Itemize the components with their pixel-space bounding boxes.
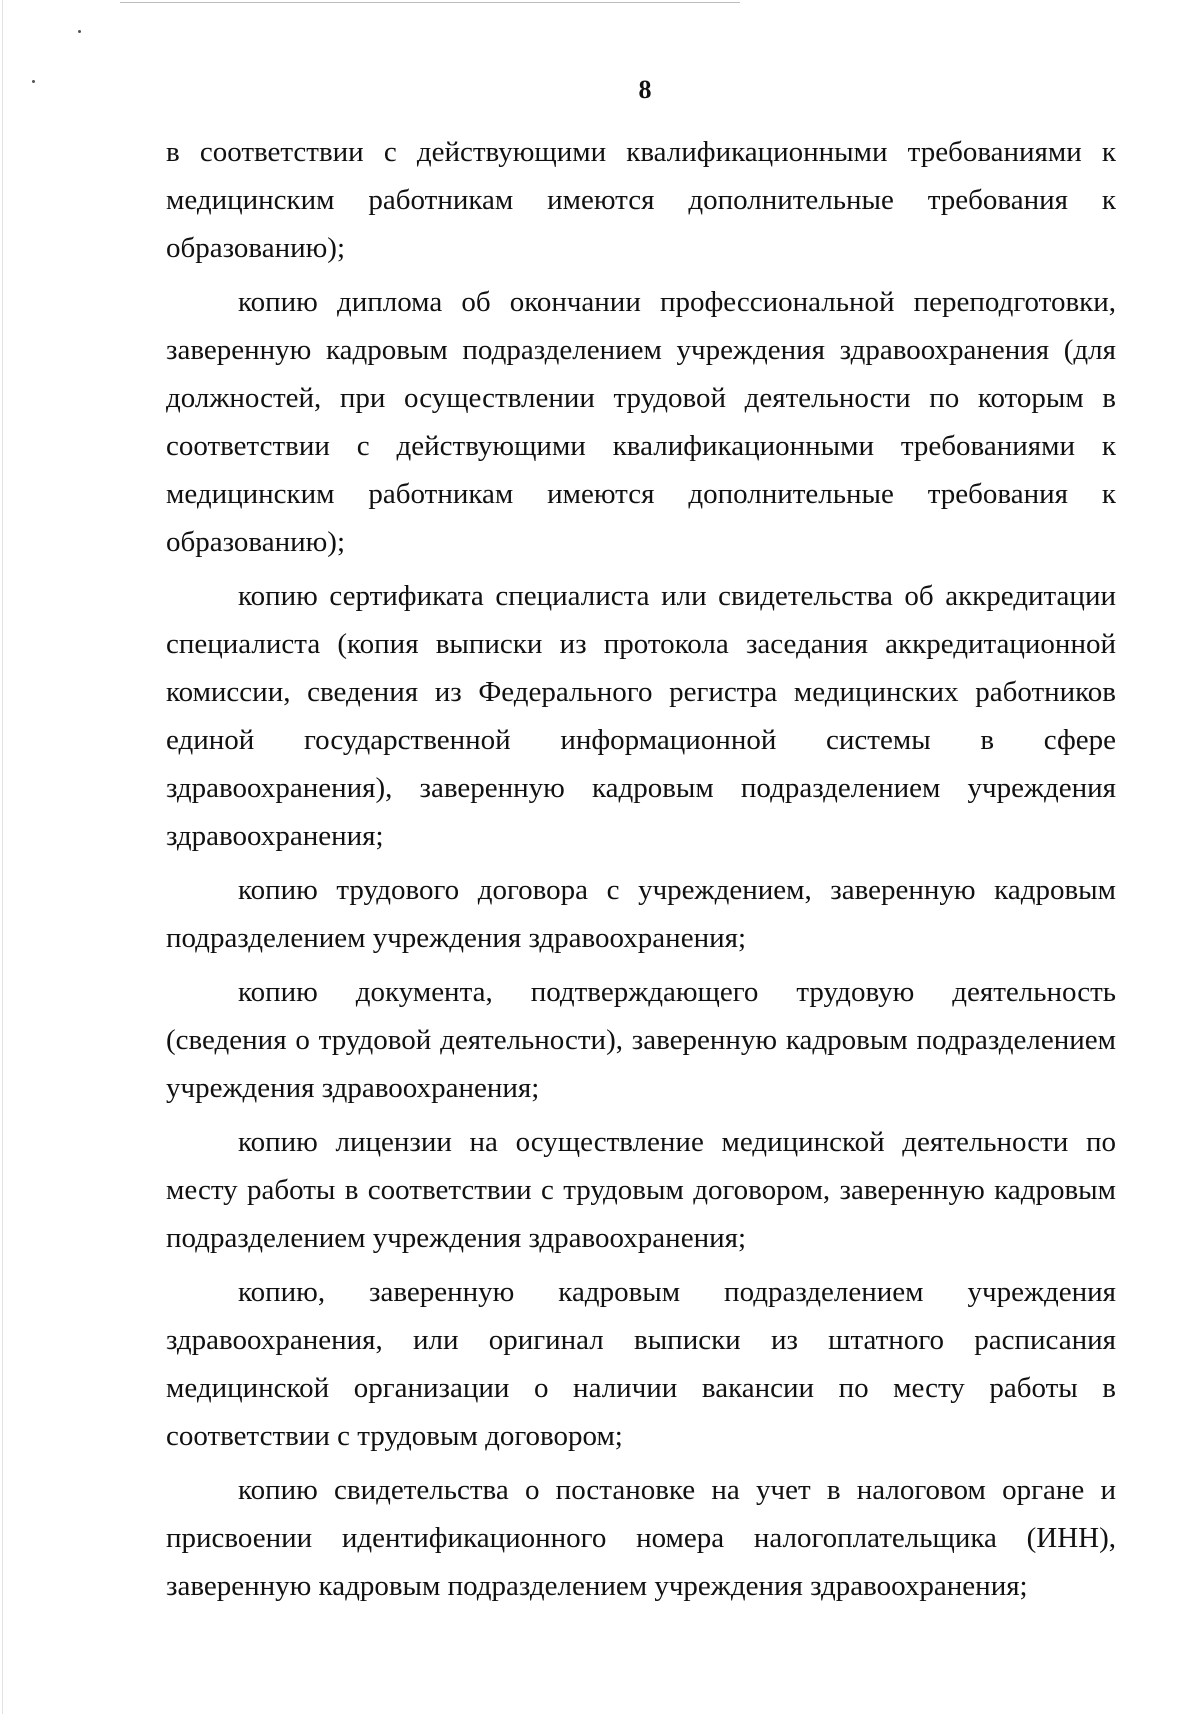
paragraph-certificate: копию сертификата специалиста или свидетельства об аккредитации специалиста (копия выписки из протокола заседания аккредитационной комиссии, сведения из Федерального регистра медицинских работников единой государственной информационной системы в сфере здравоохранения), заверенную кадровым подразделением учреждения здравоохранения; <box>166 580 1116 852</box>
paragraph-inn-certificate: копию свидетельства о постановке на учет в налоговом органе и присвоении идентификационного номера налогоплательщика (ИНН), заверенную кадровым подразделением учреждения здравоохранения; <box>166 1474 1116 1602</box>
paragraph-continuation: в соответствии с действующими квалификационными требованиями к медицинским работникам имеются дополнительные требования к образованию); <box>166 136 1116 264</box>
scan-edge-left <box>2 0 3 1714</box>
paragraph-staff-schedule: копию, заверенную кадровым подразделением учреждения здравоохранения, или оригинал выписки из штатного расписания медицинской организации о наличии вакансии по месту работы в соответствии с трудовым договором; <box>166 1276 1116 1452</box>
paragraph-employment-contract: копию трудового договора с учреждением, заверенную кадровым подразделением учреждения здравоохранения; <box>166 874 1116 954</box>
scan-edge-top <box>120 2 740 3</box>
paragraph-diploma-retraining: копию диплома об окончании профессиональной переподготовки, заверенную кадровым подразделением учреждения здравоохранения (для должностей, при осуществлении трудовой деятельности по которым в соответствии с действующими квалификационными требованиями к медицинским работникам имеются дополнительные требования к образованию); <box>166 286 1116 558</box>
document-body <box>166 128 1116 1610</box>
page-number: 8 <box>638 75 652 104</box>
paragraph-work-record: копию документа, подтверждающего трудовую деятельность (сведения о трудовой деятельности), заверенную кадровым подразделением учреждения здравоохранения; <box>166 976 1116 1104</box>
paragraph-license: копию лицензии на осуществление медицинской деятельности по месту работы в соответствии с трудовым договором, заверенную кадровым подразделением учреждения здравоохранения; <box>166 1126 1116 1254</box>
scan-speck <box>78 30 81 33</box>
